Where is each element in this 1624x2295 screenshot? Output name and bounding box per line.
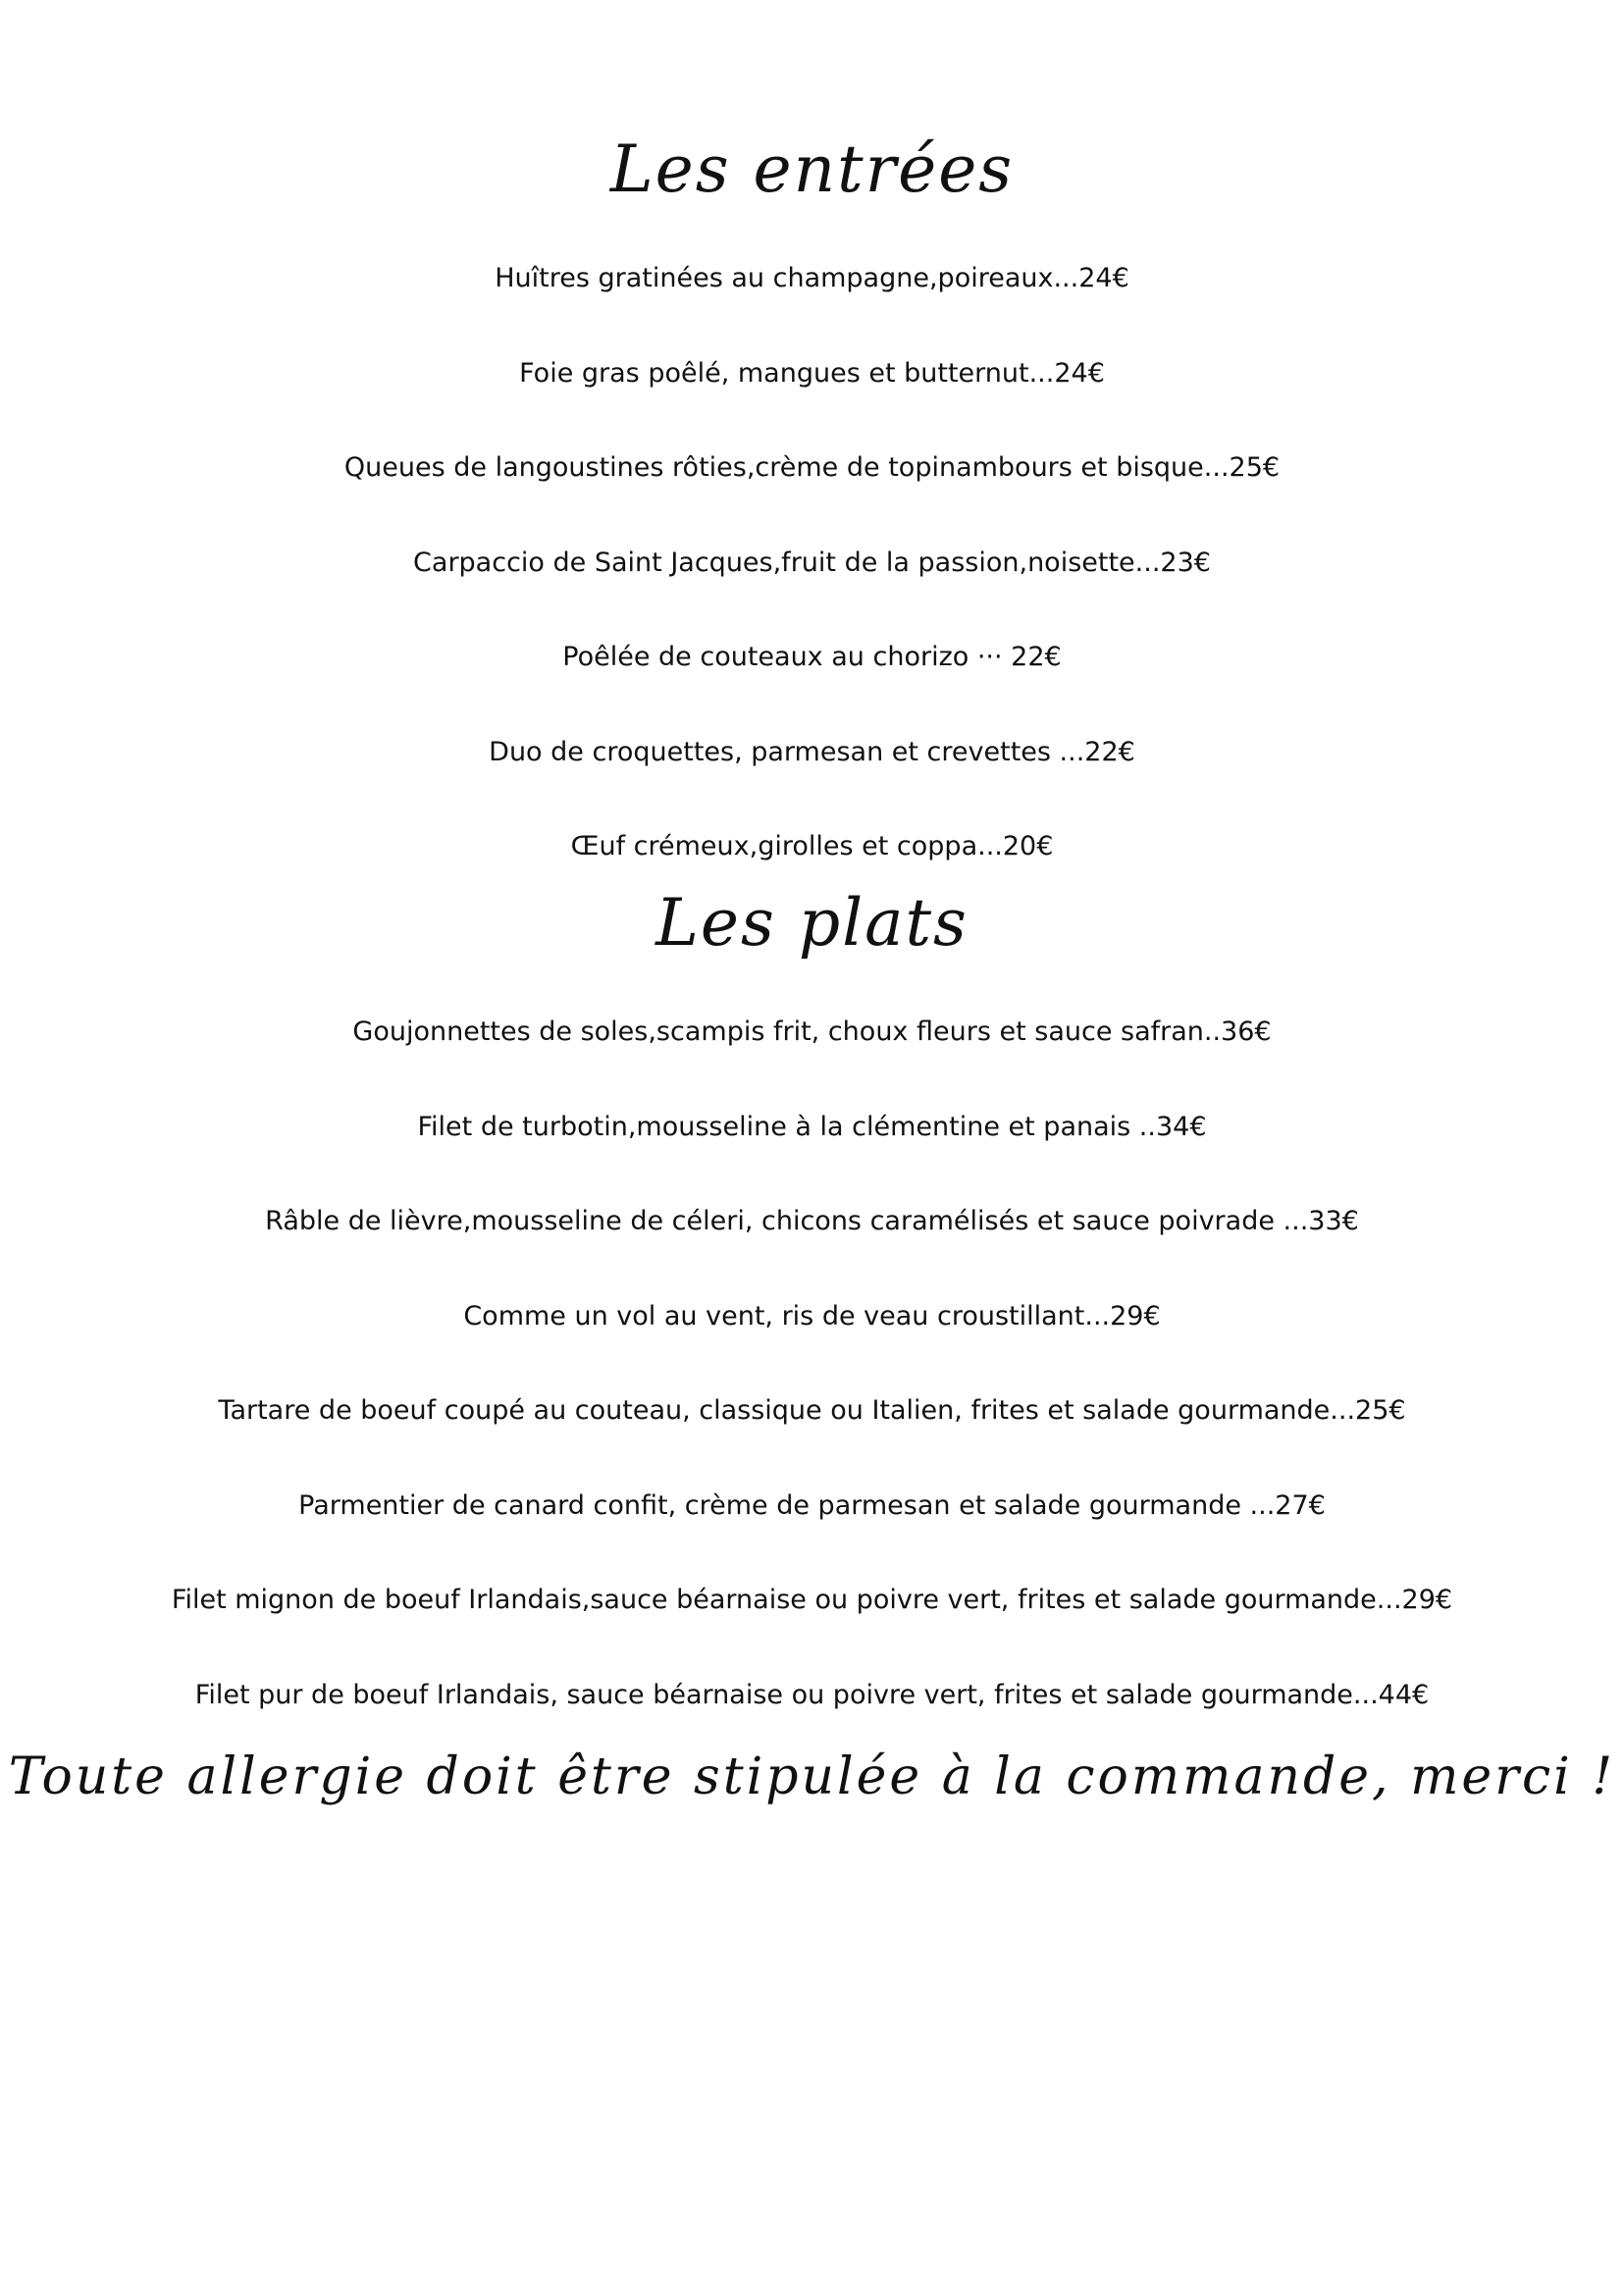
dish-item: Râble de lièvre,mousseline de céleri, chicons caramélisés et sauce poivrade ...33€ <box>265 1206 1359 1236</box>
dish-item: Tartare de boeuf coupé au couteau, classique ou Italien, frites et salade gourmande...25€ <box>218 1395 1406 1426</box>
allergy-note: Toute allergie doit être stipulée à la commande, merci ! <box>8 1747 1616 1806</box>
dish-item: Queues de langoustines rôties,crème de topinambours et bisque...25€ <box>343 452 1281 483</box>
dish-item: Duo de croquettes, parmesan et crevettes ...22€ <box>489 736 1135 767</box>
dish-item: Filet de turbotin,mousseline à la clémentine et panais ..34€ <box>417 1111 1207 1142</box>
dish-item: Filet mignon de boeuf Irlandais,sauce béarnaise ou poivre vert, frites et salade gourmande...29€ <box>171 1585 1453 1615</box>
dish-item: Poêlée de couteaux au chorizo ··· 22€ <box>562 642 1062 672</box>
dish-item: Parmentier de canard confit, crème de parmesan et salade gourmande ...27€ <box>298 1489 1326 1521</box>
dish-item: Comme un vol au vent, ris de veau croustillant...29€ <box>463 1300 1161 1331</box>
dish-item: Foie gras poêlé, mangues et butternut...24€ <box>519 357 1105 389</box>
dish-item: Œuf crémeux,girolles et coppa...20€ <box>570 831 1054 861</box>
dish-item: Goujonnettes de soles,scampis frit, choux fleurs et sauce safran..36€ <box>352 1017 1272 1047</box>
section-title-entrees: Les entrées <box>609 131 1015 207</box>
dish-item: Huîtres gratinées au champagne,poireaux...24€ <box>495 263 1129 293</box>
section-title-plats: Les plats <box>655 885 969 961</box>
plats-list <box>0 1013 1624 1770</box>
entrees-list <box>0 259 1624 922</box>
dish-item: Carpaccio de Saint Jacques,fruit de la passion,noisette...23€ <box>413 547 1211 578</box>
dish-item: Filet pur de boeuf Irlandais, sauce béarnaise ou poivre vert, frites et salade gourmande...44€ <box>194 1679 1430 1710</box>
